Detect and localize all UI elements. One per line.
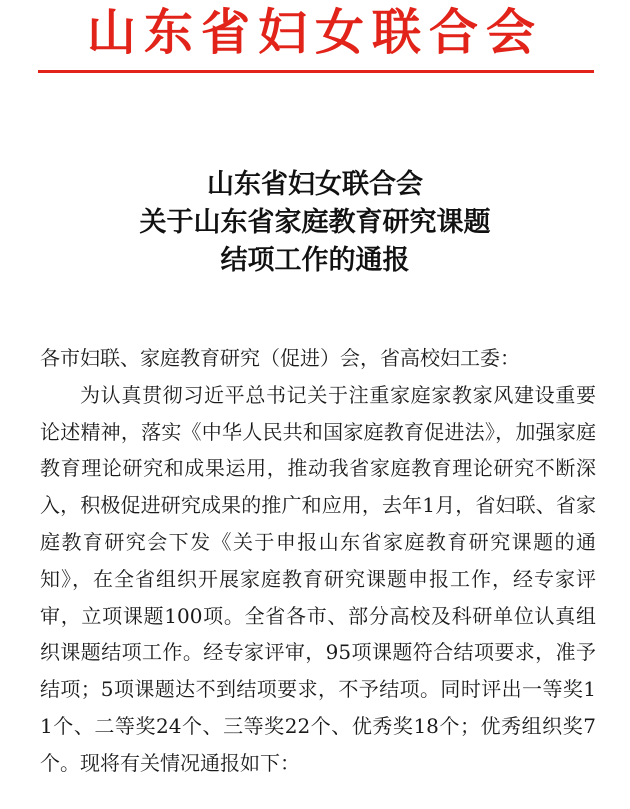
document-body	[40, 340, 596, 782]
title-line-3: 结项工作的通报	[220, 245, 410, 276]
salutation: 各市妇联、家庭教育研究（促进）会，省高校妇工委：	[40, 346, 520, 370]
document-title	[0, 166, 630, 280]
title-line-1: 山东省妇女联合会	[207, 169, 423, 200]
letterhead-red-rule	[38, 70, 594, 73]
letterhead-org-name: 山东省妇女联合会	[86, 3, 543, 61]
letterhead	[0, 0, 630, 76]
title-line-2: 关于山东省家庭教育研究课题	[139, 207, 491, 238]
body-paragraph: 为认真贯彻习近平总书记关于注重家庭家教家风建设重要论述精神，落实《中华人民共和国家庭教育促进法》，加强家庭教育理论研究和成果运用，推动我省家庭教育理论研究不断深入，积极促进研究成果的推广和应用，去年1月，省妇联、省家庭教育研究会下发《关于申报山东省家庭教育研究课题的通知》，在全省组织开展家庭教育研究课题申报工作，经专家评审，立项课题100项。全省各市、部分高校及科研单位认真组织课题结项工作。经专家评审，95项课题符合结项要求，准予结项；5项课题达不到结项要求，不予结项。同时评出一等奖11个、二等奖24个、三等奖22个、优秀奖18个；优秀组织奖7个。现将有关情况通报如下：	[40, 382, 596, 775]
